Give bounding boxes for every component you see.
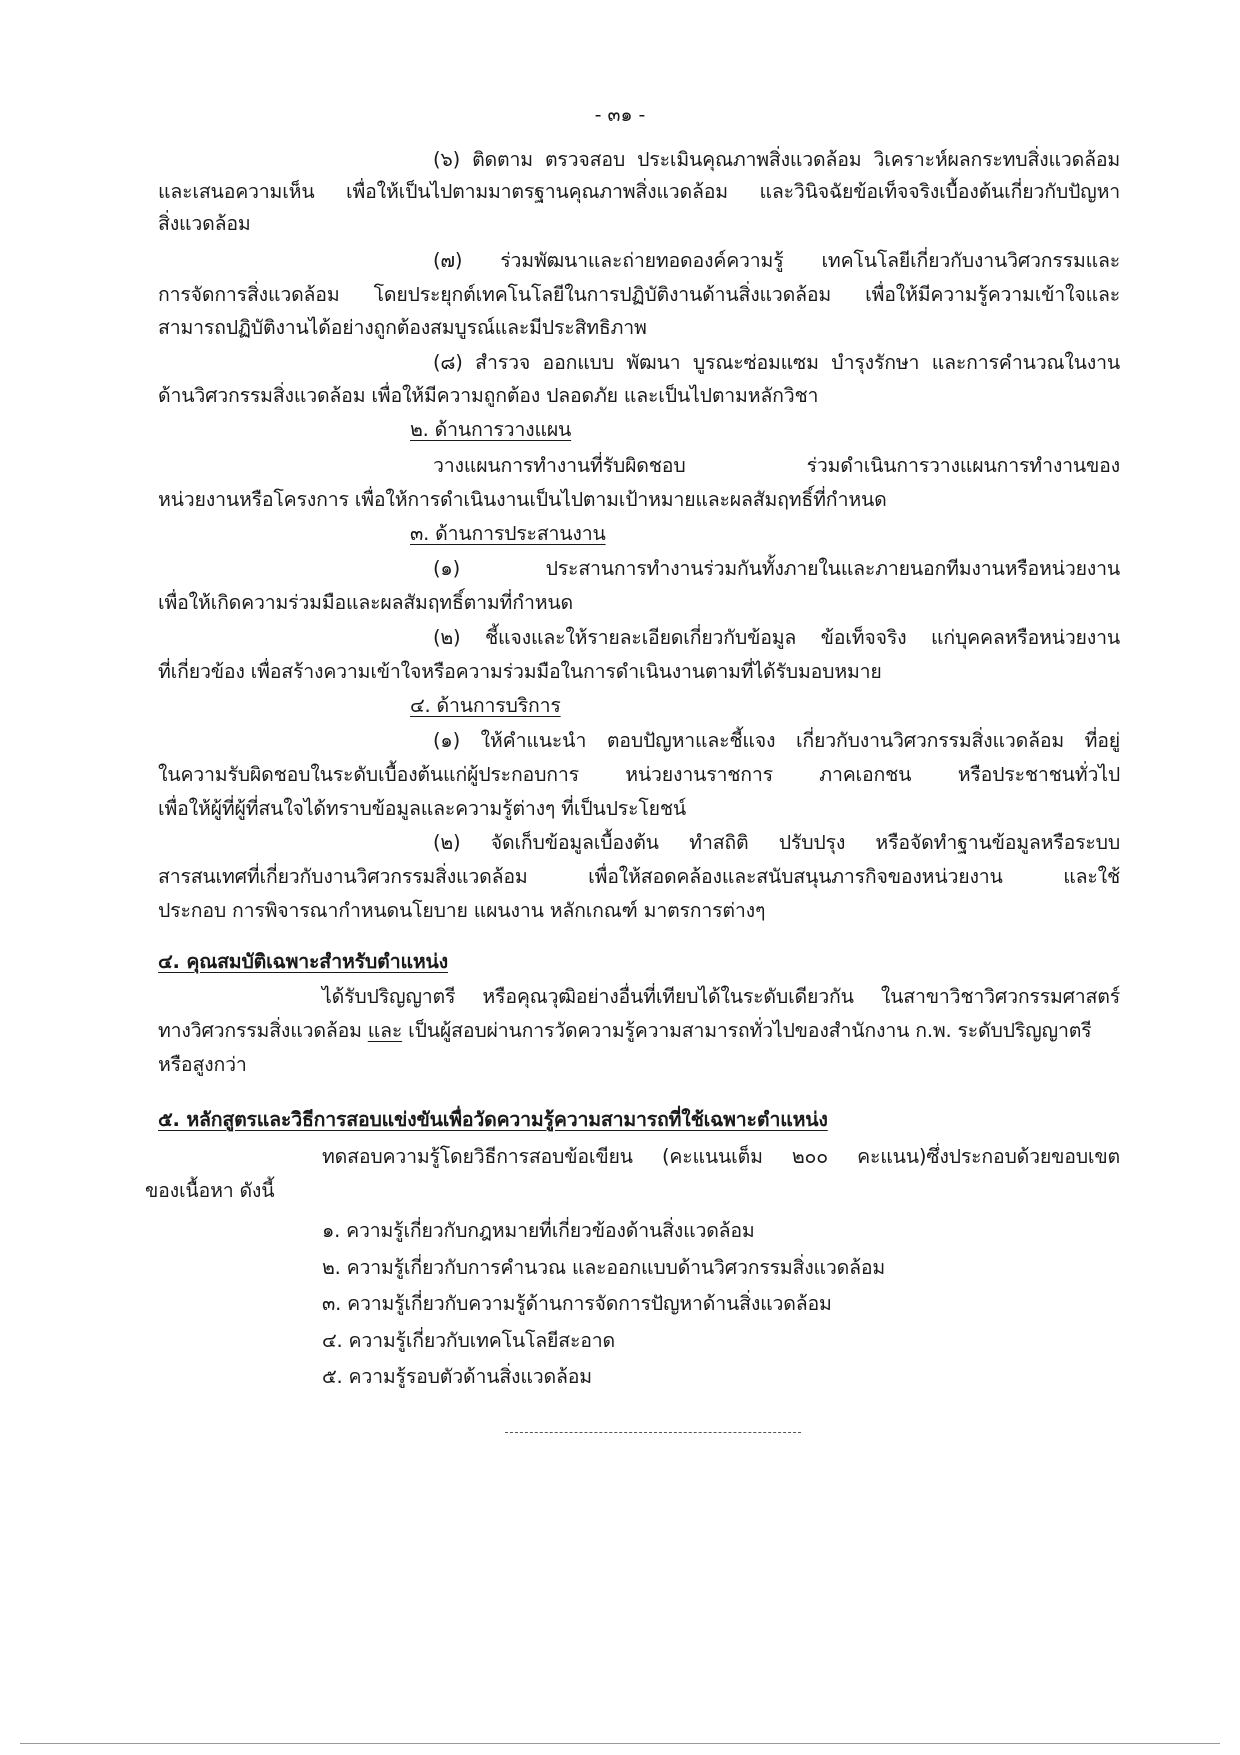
coordination-2-line-2: ที่เกี่ยวข้อง เพื่อสร้างความเข้าใจหรือความร่วมมือในการดำเนินงานตามที่ได้รับมอบหมาย — [158, 660, 882, 683]
topic-item: ๓. ความรู้เกี่ยวกับความรู้ด้านการจัดการปัญหาด้านสิ่งแวดล้อม — [322, 1292, 832, 1315]
qualifications-line-2-part-1: ทางวิศวกรรมสิ่งแวดล้อม — [158, 1019, 368, 1042]
qualifications-line-1: ได้รับปริญญาตรี หรือคุณวุฒิอย่างอื่นที่เทียบได้ในระดับเดียวกัน ในสาขาวิชาวิศวกรรมศาสตร์ — [322, 985, 1120, 1008]
end-dashed-line — [505, 1432, 801, 1433]
item-7-line-1: (๗) ร่วมพัฒนาและถ่ายทอดองค์ความรู้ เทคโนโลยีเกี่ยวกับงานวิศวกรรมและ — [433, 249, 1120, 272]
heading-service: ๔. ด้านการบริการ — [410, 694, 561, 717]
planning-line-1: วางแผนการทำงานที่รับผิดชอบ ร่วมดำเนินการวางแผนการทำงานของ — [433, 454, 1120, 477]
planning-line-2: หน่วยงานหรือโครงการ เพื่อให้การดำเนินงานเป็นไปตามเป้าหมายและผลสัมฤทธิ์ที่กำหนด — [158, 488, 887, 511]
topic-item: ๔. ความรู้เกี่ยวกับเทคโนโลยีสะอาด — [322, 1329, 615, 1352]
page-number: - ๓๑ - — [594, 104, 646, 126]
item-6-line-1: (๖) ติดตาม ตรวจสอบ ประเมินคุณภาพสิ่งแวดล้อม วิเคราะห์ผลกระทบสิ่งแวดล้อม — [433, 148, 1120, 171]
qualifications-and: และ — [367, 1019, 403, 1042]
heading-planning: ๒. ด้านการวางแผน — [410, 418, 572, 441]
service-2-line-1: (๒) จัดเก็บข้อมูลเบื้องต้น ทำสถิติ ปรับปรุง หรือจัดทำฐานข้อมูลหรือระบบ — [433, 831, 1120, 854]
coordination-2-line-1: (๒) ชี้แจงและให้รายละเอียดเกี่ยวกับข้อมูล ข้อเท็จจริง แก่บุคคลหรือหน่วยงาน — [433, 626, 1120, 649]
item-6-line-2: และเสนอความเห็น เพื่อให้เป็นไปตามมาตรฐานคุณภาพสิ่งแวดล้อม และวินิจฉัยข้อเท็จจริงเบื้องต้นเกี่ยวกับปัญหา — [158, 180, 1120, 203]
item-8-line-2: ด้านวิศวกรรมสิ่งแวดล้อม เพื่อให้มีความถูกต้อง ปลอดภัย และเป็นไปตามหลักวิชา — [158, 384, 819, 407]
page-bottom-rule — [20, 1743, 1220, 1744]
item-7-line-2: การจัดการสิ่งแวดล้อม โดยประยุกต์เทคโนโลยีในการปฏิบัติงานด้านสิ่งแวดล้อม เพื่อให้มีความรู้ความเข้าใจและ — [158, 283, 1120, 306]
item-7-line-3: สามารถปฏิบัติงานได้อย่างถูกต้องสมบูรณ์และมีประสิทธิภาพ — [158, 316, 647, 339]
service-1-line-2: ในความรับผิดชอบในระดับเบื้องต้นแก่ผู้ประกอบการ หน่วยงานราชการ ภาคเอกชน หรือประชาชนทั่วไป — [158, 763, 1120, 786]
exam-line-1: ทดสอบความรู้โดยวิธีการสอบข้อเขียน (คะแนนเต็ม ๒๐๐ คะแนน)ซึ่งประกอบด้วยขอบเขต — [322, 1145, 1120, 1168]
topic-item: ๕. ความรู้รอบตัวด้านสิ่งแวดล้อม — [322, 1365, 592, 1388]
item-8-line-1: (๘) สำรวจ ออกแบบ พัฒนา บูรณะซ่อมแซม บำรุงรักษา และการคำนวณในงาน — [433, 351, 1120, 374]
coordination-1-line-2: เพื่อให้เกิดความร่วมมือและผลสัมฤทธิ์ตามที่กำหนด — [158, 591, 573, 614]
section-4-title: ๔. คุณสมบัติเฉพาะสำหรับตำแหน่ง — [158, 950, 448, 973]
topic-item: ๒. ความรู้เกี่ยวกับการคำนวณ และออกแบบด้านวิศวกรรมสิ่งแวดล้อม — [322, 1256, 886, 1279]
heading-coordination: ๓. ด้านการประสานงาน — [410, 522, 606, 545]
coordination-1-line-1: (๑) ประสานการทำงานร่วมกันทั้งภายในและภายนอกทีมงานหรือหน่วยงาน — [433, 557, 1120, 580]
exam-line-2: ของเนื้อหา ดังนี้ — [145, 1179, 275, 1202]
qualifications-line-3: หรือสูงกว่า — [158, 1053, 247, 1076]
item-6-line-3: สิ่งแวดล้อม — [158, 212, 251, 235]
service-1-line-1: (๑) ให้คำแนะนำ ตอบปัญหาและชี้แจง เกี่ยวกับงานวิศวกรรมสิ่งแวดล้อม ที่อยู่ — [433, 729, 1120, 752]
service-1-line-3: เพื่อให้ผู้ที่ผู้ที่สนใจได้ทราบข้อมูลและความรู้ต่างๆ ที่เป็นประโยชน์ — [158, 797, 687, 820]
qualifications-line-2-part-3: เป็นผู้สอบผ่านการวัดความรู้ความสามารถทั่วไปของสำนักงาน ก.พ. ระดับปริญญาตรี — [402, 1019, 1092, 1042]
service-2-line-3: ประกอบ การพิจารณากำหนดนโยบาย แผนงาน หลักเกณฑ์ มาตรการต่างๆ — [158, 899, 766, 922]
service-2-line-2: สารสนเทศที่เกี่ยวกับงานวิศวกรรมสิ่งแวดล้อม เพื่อให้สอดคล้องและสนับสนุนภารกิจของหน่วยงาน และใช้ — [158, 865, 1120, 888]
qualifications-line-2 — [158, 1017, 1120, 1045]
topic-item: ๑. ความรู้เกี่ยวกับกฎหมายที่เกี่ยวข้องด้านสิ่งแวดล้อม — [322, 1219, 755, 1242]
section-5-title: ๕. หลักสูตรและวิธีการสอบแข่งขันเพื่อวัดความรู้ความสามารถที่ใช้เฉพาะตำแหน่ง — [158, 1108, 828, 1131]
